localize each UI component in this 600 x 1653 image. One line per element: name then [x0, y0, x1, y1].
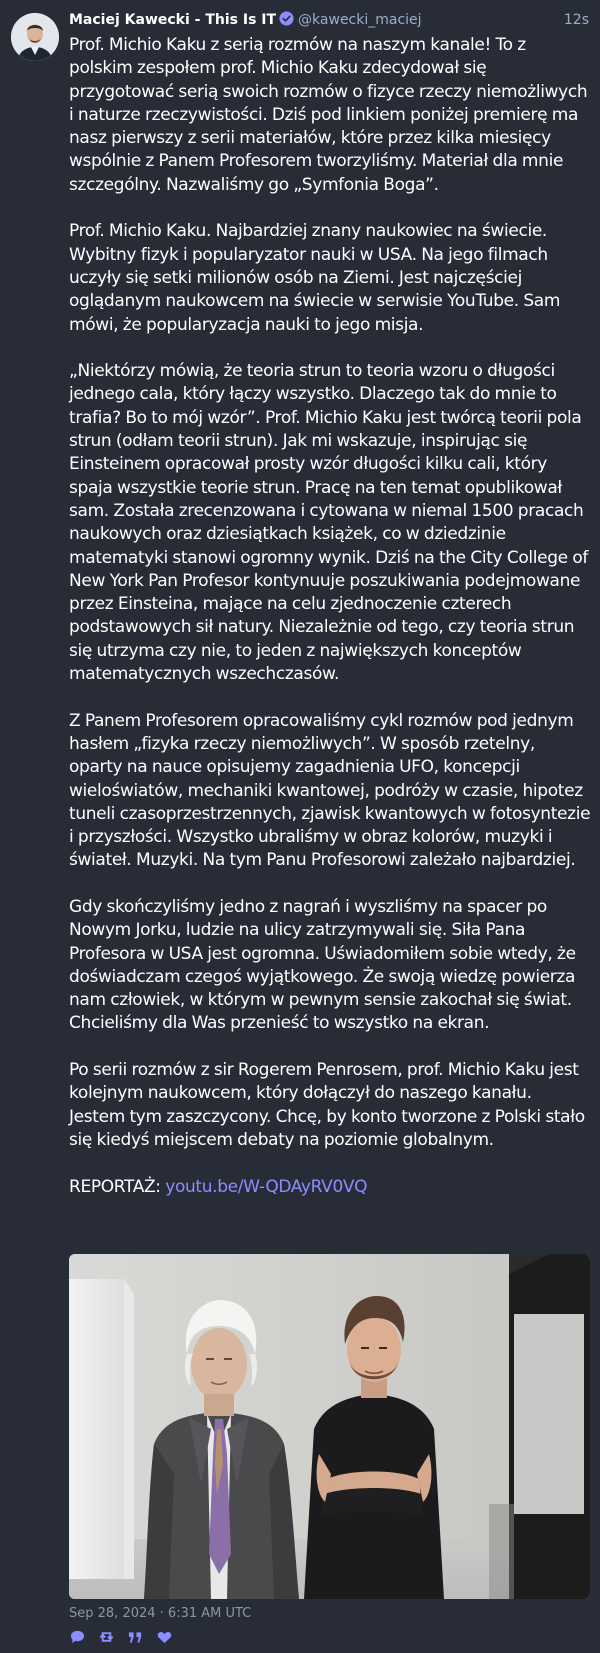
- relative-time[interactable]: 12s: [563, 12, 589, 28]
- media-attachment[interactable]: [69, 1254, 590, 1599]
- display-name[interactable]: Maciej Kawecki - This Is IT: [69, 12, 277, 28]
- heart-icon: [157, 1631, 172, 1644]
- reply-button[interactable]: [68, 1629, 86, 1645]
- favourite-button[interactable]: [155, 1629, 173, 1645]
- quote-button[interactable]: [126, 1629, 144, 1645]
- photo-two-men-in-studio: [69, 1254, 590, 1599]
- avatar[interactable]: [11, 13, 59, 61]
- person-avatar-icon: [11, 13, 59, 61]
- reply-icon: [70, 1630, 85, 1644]
- quote-icon: [128, 1631, 143, 1644]
- post-content: [69, 34, 591, 1222]
- post-header: [69, 9, 589, 31]
- post-paragraph: Gdy skończyliśmy jedno z nagrań i wyszliśmy na spacer po Nowym Jorku, ludzie na ulicy zatrzymywali się. Siła Pana Profesora w USA jest ogromna. Uświadomiłem sobie wtedy, że doświadczam czegoś wyjątkowego. Że swoją wiedzę powierza nam człowiek, w którym w pewnym sensie zakochał się świat. Chcieliśmy dla Was przenieść to wszystko na ekran.: [69, 896, 576, 1034]
- boost-button[interactable]: [97, 1629, 115, 1645]
- post-actions: [68, 1627, 173, 1647]
- boost-icon: [98, 1630, 115, 1644]
- report-label: REPORTAŻ:: [69, 1176, 166, 1197]
- report-link[interactable]: youtu.be/W-QDAyRV0VQ: [165, 1176, 368, 1197]
- post-paragraph: Prof. Michio Kaku z serią rozmów na naszym kanale! To z polskim zespołem prof. Michio Kaku zdecydował się przygotować serią swoich rozmów o fizyce rzeczy niemożliwych i naturze rzeczywistości. Dziś pod linkiem poniżej premierę ma nasz pierwszy z serii materiałów, które przez kilka miesięcy wspólnie z Panem Profesorem tworzyliśmy. Materiał dla mnie szczególny. Nazwaliśmy go „Symfonia Boga”.: [69, 35, 588, 195]
- post-paragraph: Prof. Michio Kaku. Najbardziej znany naukowiec na świecie. Wybitny fizyk i popularyzator nauki w USA. Na jego filmach uczyły się setki milionów osób na Ziemi. Jest najczęściej oglądanym naukowcem na świecie w serwisie YouTube. Sam mówi, że popularyzacja nauki to jego misja.: [69, 221, 561, 335]
- post-paragraph: Po serii rozmów z sir Rogerem Penrosem, prof. Michio Kaku jest kolejnym naukowcem, który dołączył do naszego kanału. Jestem tym zaszczycony. Chcę, by konto tworzone z Polski stało się kiedyś miejscem debaty na poziomie globalnym.: [69, 1060, 585, 1150]
- account-handle[interactable]: @kawecki_maciej: [298, 12, 422, 28]
- post-timestamp[interactable]: Sep 28, 2024 · 6:31 AM UTC: [69, 1606, 252, 1621]
- post-paragraph: Z Panem Profesorem opracowaliśmy cykl rozmów pod jednym hasłem „fizyka rzeczy niemożliwych”. W sposób rzetelny, oparty na nauce opisujemy zagadnienia UFO, koncepcji wieloświatów, mechaniki kwantowej, podróży w czasie, hipotez tuneli czasoprzestrzennych, zjawisk kwantowych w fotosyntezie i przyszłości. Wszystko ubraliśmy w obraz kolorów, muzyki i świateł. Muzyki. Na tym Panu Profesorowi zależało najbardziej.: [69, 710, 591, 871]
- report-line: [69, 1176, 591, 1199]
- verified-badge-icon: [279, 11, 294, 26]
- post-paragraph: „Niektórzy mówią, że teoria strun to teoria wzoru o długości jednego cala, który łączy wszystko. Dlaczego tak do mnie to trafia? Bo to mój wzór”. Prof. Michio Kaku jest twórcą teorii pola strun (odłam teorii strun). Jak mi wskazuje, inspirując się Einsteinem opracował prosty wzór długości kilku cali, który spaja wszystkie teorie strun. Pracę na ten temat opublikował sam. Została zrecenzowana i cytowana w niemal 1500 pracach naukowych oraz dziesiątkach książek, co w dziedzinie matematyki stanowi ogromny wynik. Dziś na the City College of New York Pan Profesor kontynuuje poszukiwania podejmowane przez Einsteina, mające na celu zjednoczenie czterech podstawowych sił natury. Niezależnie od tego, czy teoria strun się utrzyma czy nie, to jeden z największych konceptów matematycznych wszechczasów.: [69, 361, 589, 685]
